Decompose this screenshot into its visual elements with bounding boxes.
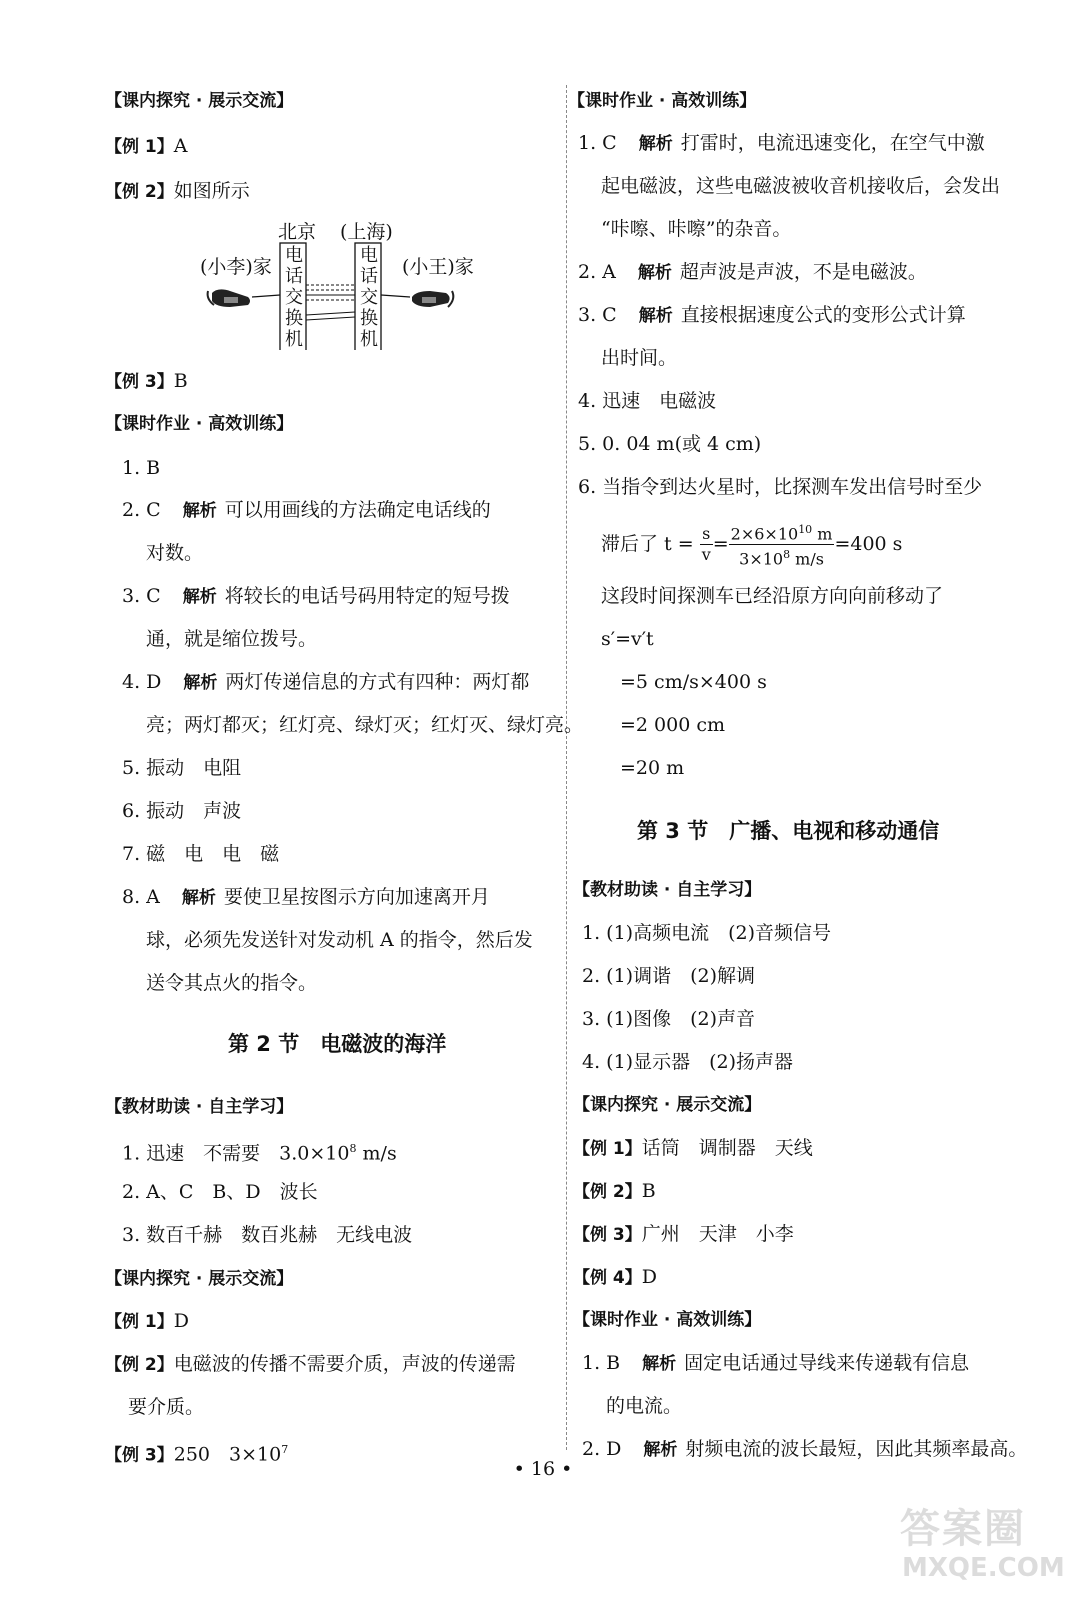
section-title: 第 3 节 广播、电视和移动通信 (637, 819, 940, 843)
answer-r1-cont: 起电磁波，这些电磁波被收音机接收后，会发出 (601, 175, 1001, 197)
section-title: 第 2 节 电磁波的海洋 (228, 1032, 447, 1056)
answer-b2: 2. A、C B、D 波长 (122, 1181, 318, 1203)
line-right-phone (381, 295, 410, 297)
section-header: 【课内探究 · 展示交流】 (105, 1269, 294, 1289)
answer-r5: 5. 0. 04 m(或 4 cm) (578, 433, 762, 455)
example-e3: 【例 3】广州 天津 小李 (573, 1223, 794, 1245)
example-e2: 【例 2】B (573, 1180, 656, 1202)
answer-4-cont: 亮；两灯都灭；红灯亮、绿灯灭；红灯灭、绿灯亮。 (146, 714, 584, 736)
exchange-left-label: 电 话 交 换 机 (285, 245, 303, 350)
answer-8: 8. A 解析 要使卫星按图示方向加速离开月 (122, 886, 490, 908)
answer-d2: 2. (1)调谐 (2)解调 (582, 965, 755, 987)
answer-6: 6. 振动 声波 (122, 800, 242, 822)
line-5 (306, 312, 355, 315)
answer-r6: 6. 当指令到达火星时，比探测车发出信号时至少 (578, 476, 983, 498)
answer-d1: 1. (1)高频电流 (2)音频信号 (582, 922, 831, 944)
line-6 (306, 317, 355, 320)
answer-7: 7. 磁 电 电 磁 (122, 843, 280, 865)
section-header: 【课内探究 · 展示交流】 (573, 1095, 762, 1115)
answer-8-cont: 球，必须先发送针对发动机 A 的指令，然后发 (146, 929, 533, 951)
answer-d4: 4. (1)显示器 (2)扬声器 (582, 1051, 793, 1073)
column-divider (566, 85, 567, 1450)
answer-r4: 4. 迅速 电磁波 (578, 390, 717, 412)
telephone-icon (412, 291, 453, 307)
watermark-logo: 答案圈 MXQE.COM (900, 1506, 1065, 1583)
answer-2-cont: 对数。 (146, 542, 204, 564)
answer-r2: 2. A 解析 超声波是声波，不是电磁波。 (578, 261, 927, 283)
example-3: 【例 3】B (105, 370, 188, 392)
answer-5: 5. 振动 电阻 (122, 757, 242, 779)
label-shanghai: (上海) (340, 221, 393, 243)
answer-r6-cont: =2 000 cm (620, 714, 726, 736)
label-xiaoli-home: (小李)家 (200, 256, 272, 278)
answer-f1-cont: 的电流。 (606, 1395, 683, 1417)
answer-r6-cont: =5 cm/s×400 s (620, 671, 767, 693)
answer-8-cont: 送令其点火的指令。 (146, 972, 318, 994)
answer-r6-cont: =20 m (620, 757, 685, 779)
example-e4: 【例 4】D (573, 1266, 657, 1288)
answer-r3-cont: 出时间。 (601, 347, 678, 369)
example-c2-cont: 要介质。 (128, 1396, 205, 1418)
section-header: 【课时作业 · 高效训练】 (105, 414, 294, 434)
answer-1: 1. B (122, 457, 161, 479)
example-c1: 【例 1】D (105, 1310, 189, 1332)
answer-b1: 1. 迅速 不需要 $3.0\times 10^8$ m/s (122, 1142, 397, 1165)
example-e1: 【例 1】话筒 调制器 天线 (573, 1137, 813, 1159)
label-xiaowang-home: (小王)家 (402, 256, 474, 278)
answer-b3: 3. 数百千赫 数百兆赫 无线电波 (122, 1224, 413, 1246)
section-header: 【课时作业 · 高效训练】 (573, 1310, 762, 1330)
page-number: • 16 • (513, 1458, 573, 1480)
answer-r1: 1. C 解析 打雷时，电流迅速变化，在空气中激 (578, 132, 985, 154)
answer-d3: 3. (1)图像 (2)声音 (582, 1008, 755, 1030)
answer-f2: 2. D 解析 射频电流的波长最短，因此其频率最高。 (582, 1438, 1028, 1460)
answer-f1: 1. B 解析 固定电话通过导线来传递载有信息 (582, 1352, 970, 1374)
answer-2: 2. C 解析 可以用画线的方法确定电话线的 (122, 499, 491, 521)
answer-r3: 3. C 解析 直接根据速度公式的变形公式计算 (578, 304, 966, 326)
example-c2: 【例 2】电磁波的传播不需要介质，声波的传递需 (105, 1353, 516, 1375)
answer-3: 3. C 解析 将较长的电话号码用特定的短号拨 (122, 585, 510, 607)
example-c3: 【例 3】250 $3\times 10^7$ (105, 1443, 289, 1466)
fraction-distance-over-speed: $\frac{2\times 6\times 10^{10} m}{3\times 10^8 m/s}$ (729, 520, 835, 570)
exchange-right-label: 电 话 交 换 机 (360, 245, 378, 350)
answer-r6-cont: s′=v′t (601, 628, 654, 650)
telephone-icon (208, 289, 250, 307)
section-header: 【教材助读 · 自主学习】 (105, 1097, 294, 1117)
answer-r6-cont: 这段时间探测车已经沿原方向向前移动了 (601, 585, 944, 607)
example-2: 【例 2】如图所示 (105, 180, 250, 202)
answer-4: 4. D 解析 两灯传递信息的方式有四种：两灯都 (122, 671, 530, 693)
answer-r1-cont: “咔嚓、咔嚓”的杂音。 (601, 218, 792, 240)
formula: 滞后了 t = $\frac{s}{v}$ = $\frac{2\times 6\times 10^{10} m}{3\times 10^8 m/s}$ =400 s (601, 520, 902, 564)
section-header: 【课时作业 · 高效训练】 (568, 91, 757, 111)
label-beijing: 北京 (278, 221, 317, 243)
section-header: 【教材助读 · 自主学习】 (573, 880, 762, 900)
example-1: 【例 1】A (105, 135, 188, 157)
answer-3-cont: 通，就是缩位拨号。 (146, 628, 318, 650)
line-left-phone (252, 295, 280, 297)
section-header: 【课内探究 · 展示交流】 (105, 91, 294, 111)
fraction-s-over-v: $\frac{s}{v}$ (701, 524, 711, 565)
